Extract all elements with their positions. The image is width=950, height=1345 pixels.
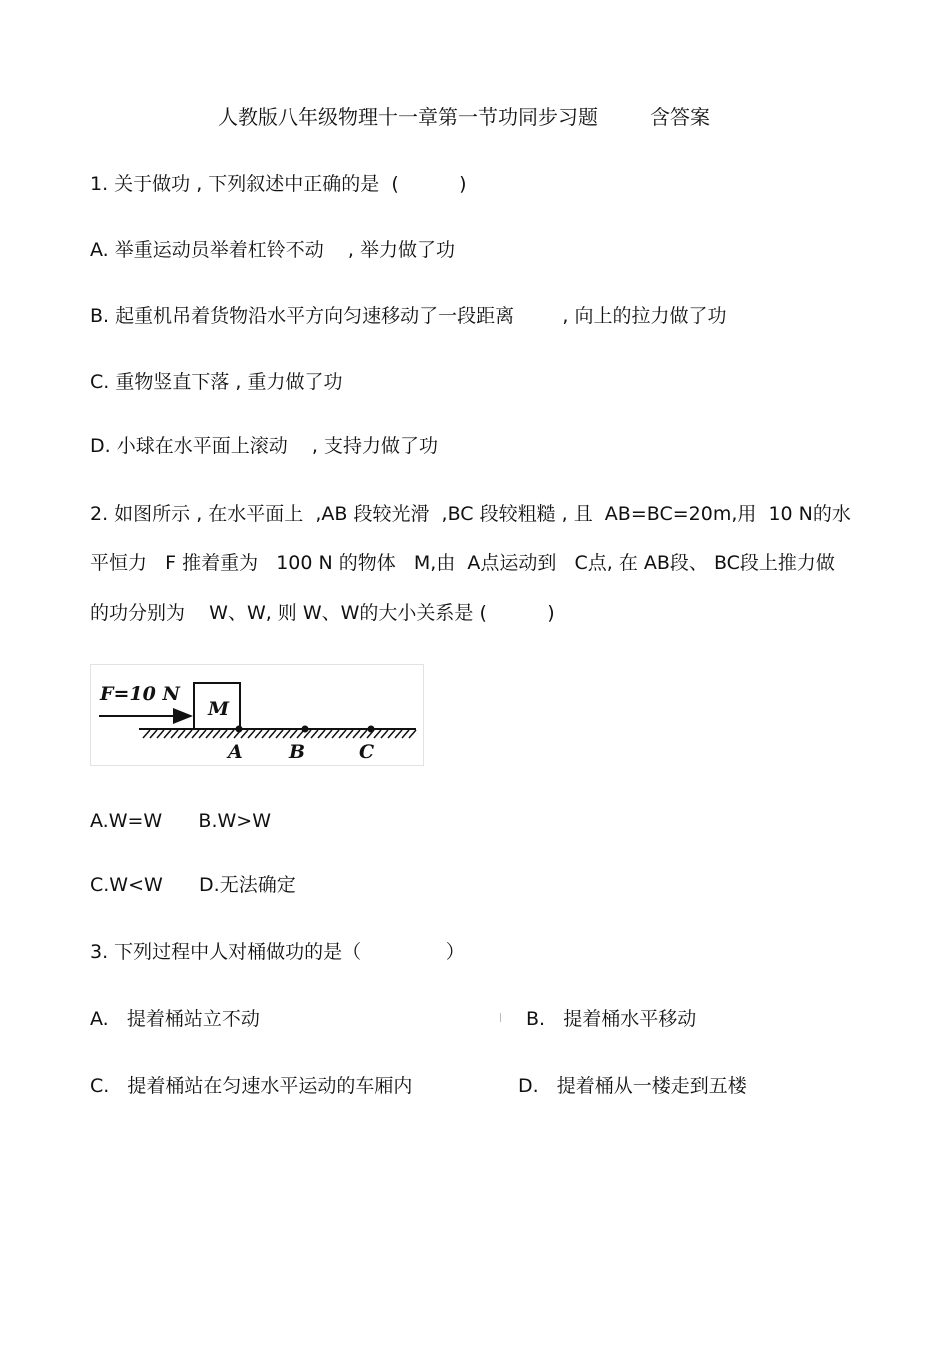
q2-stem-line1: 2. 如图所示 , 在水平面上 ,AB 段较光滑 ,BC 段较粗糙 , 且 AB=BC=20m,用 10 N的水 [90,503,851,525]
q2-figure [90,664,424,766]
q3-option-b: B. 提着桶水平移动 [526,1008,697,1030]
hatch-stroke [276,730,283,738]
point-b-dot [302,726,309,733]
hatch-stroke [157,730,164,738]
point-b-label: B [289,741,306,763]
hatch-stroke [178,730,185,738]
block-label: M [208,698,230,720]
hatch-stroke [192,730,199,738]
hatch-stroke [353,730,360,738]
q3-stem: 3. 下列过程中人对桶做功的是（ ） [90,941,465,963]
hatch-stroke [262,730,269,738]
title-main: 人教版八年级物理十一章第一节功同步习题 [218,105,598,129]
q1-option-a: A. 举重运动员举着杠铃不动 , 举力做了功 [90,239,455,261]
hatch-stroke [339,730,346,738]
hatch-stroke [318,730,325,738]
q2-options-cd: C.W<W D.无法确定 [90,874,296,896]
force-label: F=10 N [100,683,180,705]
q2-stem-line3: 的功分别为 W、W, 则 W、W的大小关系是 ( ) [90,602,555,624]
hatch-stroke [248,730,255,738]
point-a-dot [236,726,243,733]
q2-stem-line2: 平恒力 F 推着重为 100 N 的物体 M,由 A点运动到 C点, 在 AB段、 BC段上推力做 [90,552,835,574]
point-a-label: A [228,741,243,763]
q3-option-d: D. 提着桶从一楼走到五楼 [518,1075,747,1097]
hatch-stroke [374,730,381,738]
q1-option-b: B. 起重机吊着货物沿水平方向匀速移动了一段距离 , 向上的拉力做了功 [90,305,727,327]
hatch-stroke [185,730,192,738]
q2-options-ab: A.W=W B.W>W [90,810,272,832]
hatch-stroke [381,730,388,738]
q3-option-a: A. 提着桶站立不动 [90,1008,260,1030]
hatch-stroke [164,730,171,738]
hatch-stroke [346,730,353,738]
hatch-stroke [150,730,157,738]
hatch-stroke [241,730,248,738]
page-title [218,105,710,129]
hatch-stroke [143,730,150,738]
hatch-stroke [171,730,178,738]
hatch-stroke [213,730,220,738]
q1-stem: 1. 关于做功 , 下列叙述中正确的是 ( ) [90,173,467,195]
hatch-stroke [290,730,297,738]
hatch-stroke [199,730,206,738]
q3-option-c: C. 提着桶站在匀速水平运动的车厢内 [90,1075,413,1097]
scan-mark [500,1013,501,1022]
hatch-stroke [227,730,234,738]
q1-option-d: D. 小球在水平面上滚动 , 支持力做了功 [90,435,438,457]
point-c-label: C [359,741,375,763]
hatch-stroke [206,730,213,738]
hatch-stroke [325,730,332,738]
hatch-stroke [255,730,262,738]
ground-hatching [143,730,416,738]
hatch-stroke [409,730,416,738]
hatch-stroke [402,730,409,738]
title-suffix: 含答案 [650,105,710,129]
hatch-stroke [283,730,290,738]
hatch-stroke [388,730,395,738]
hatch-stroke [395,730,402,738]
hatch-stroke [360,730,367,738]
q1-option-c: C. 重物竖直下落 , 重力做了功 [90,371,343,393]
hatch-stroke [332,730,339,738]
point-c-dot [368,726,375,733]
hatch-stroke [220,730,227,738]
hatch-stroke [269,730,276,738]
hatch-stroke [311,730,318,738]
